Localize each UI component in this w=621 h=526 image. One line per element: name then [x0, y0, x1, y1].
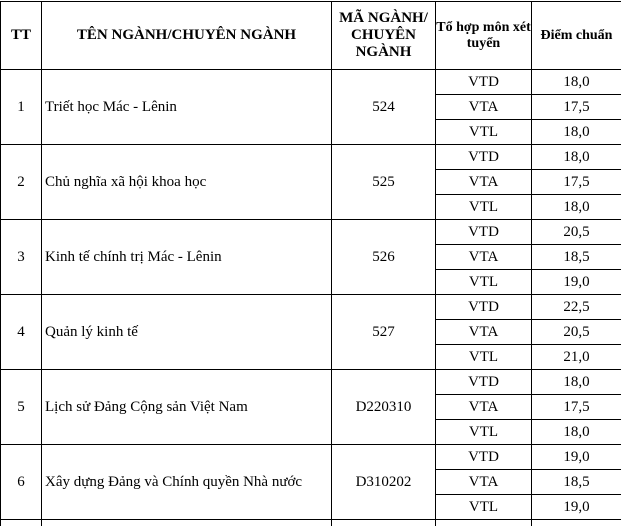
cutoff-score: 18,5	[532, 470, 621, 495]
major-name: Xây dựng Đảng và Chính quyền Nhà nước	[42, 445, 332, 520]
row-number: 5	[1, 370, 42, 445]
cutoff-score: 17,5	[532, 395, 621, 420]
cutoff-score: 22,5	[532, 295, 621, 320]
subject-combo: VTD	[436, 145, 532, 170]
subject-combo: VTL	[436, 120, 532, 145]
cutoff-score: 17,5	[532, 95, 621, 120]
partial-cell	[532, 520, 621, 526]
table-row	[1, 70, 621, 95]
row-number: 6	[1, 445, 42, 520]
subject-combo: VTD	[436, 445, 532, 470]
subject-combo: VTL	[436, 495, 532, 520]
header-code: MÃ NGÀNH/ CHUYÊN NGÀNH	[332, 2, 436, 70]
header-tt: TT	[1, 2, 42, 70]
subject-combo: VTL	[436, 420, 532, 445]
partial-cell	[1, 520, 42, 526]
row-number: 2	[1, 145, 42, 220]
subject-combo: VTD	[436, 295, 532, 320]
cutoff-score: 18,0	[532, 70, 621, 95]
subject-combo: VTA	[436, 470, 532, 495]
cutoff-score: 18,0	[532, 145, 621, 170]
subject-combo: VTD	[436, 220, 532, 245]
major-name: Lịch sử Đảng Cộng sản Việt Nam	[42, 370, 332, 445]
subject-combo: VTA	[436, 170, 532, 195]
major-code: 527	[332, 295, 436, 370]
row-number: 1	[1, 70, 42, 145]
cutoff-score: 19,0	[532, 445, 621, 470]
major-name: Kinh tế chính trị Mác - Lênin	[42, 220, 332, 295]
cutoff-score: 19,0	[532, 270, 621, 295]
next-row-partial	[1, 520, 621, 526]
table-body	[1, 70, 621, 526]
table-row	[1, 445, 621, 470]
cutoff-score: 18,0	[532, 370, 621, 395]
cutoff-score: 19,0	[532, 495, 621, 520]
cutoff-score: 18,0	[532, 120, 621, 145]
table-row	[1, 220, 621, 245]
table-row	[1, 295, 621, 320]
major-name: Triết học Mác - Lênin	[42, 70, 332, 145]
table-row	[1, 145, 621, 170]
cutoff-score: 18,0	[532, 420, 621, 445]
partial-cell	[436, 520, 532, 526]
subject-combo: VTL	[436, 345, 532, 370]
cutoff-score: 18,0	[532, 195, 621, 220]
partial-cell	[42, 520, 332, 526]
cutoff-score: 20,5	[532, 220, 621, 245]
header-score: Điểm chuẩn	[532, 2, 621, 70]
partial-cell	[332, 520, 436, 526]
subject-combo: VTA	[436, 95, 532, 120]
row-number: 3	[1, 220, 42, 295]
row-number: 4	[1, 295, 42, 370]
table-row	[1, 370, 621, 395]
header-combo: Tổ hợp môn xét tuyển	[436, 2, 532, 70]
major-code: 524	[332, 70, 436, 145]
cutoff-score: 18,5	[532, 245, 621, 270]
header-row	[1, 2, 621, 70]
subject-combo: VTL	[436, 195, 532, 220]
major-code: D310202	[332, 445, 436, 520]
major-code: 525	[332, 145, 436, 220]
subject-combo: VTA	[436, 245, 532, 270]
subject-combo: VTL	[436, 270, 532, 295]
subject-combo: VTA	[436, 320, 532, 345]
admission-score-table	[0, 1, 621, 526]
major-code: 526	[332, 220, 436, 295]
subject-combo: VTD	[436, 70, 532, 95]
major-code: D220310	[332, 370, 436, 445]
subject-combo: VTA	[436, 395, 532, 420]
major-name: Chủ nghĩa xã hội khoa học	[42, 145, 332, 220]
subject-combo: VTD	[436, 370, 532, 395]
major-name: Quản lý kinh tế	[42, 295, 332, 370]
cutoff-score: 21,0	[532, 345, 621, 370]
cutoff-score: 20,5	[532, 320, 621, 345]
header-name: TÊN NGÀNH/CHUYÊN NGÀNH	[42, 2, 332, 70]
cutoff-score: 17,5	[532, 170, 621, 195]
